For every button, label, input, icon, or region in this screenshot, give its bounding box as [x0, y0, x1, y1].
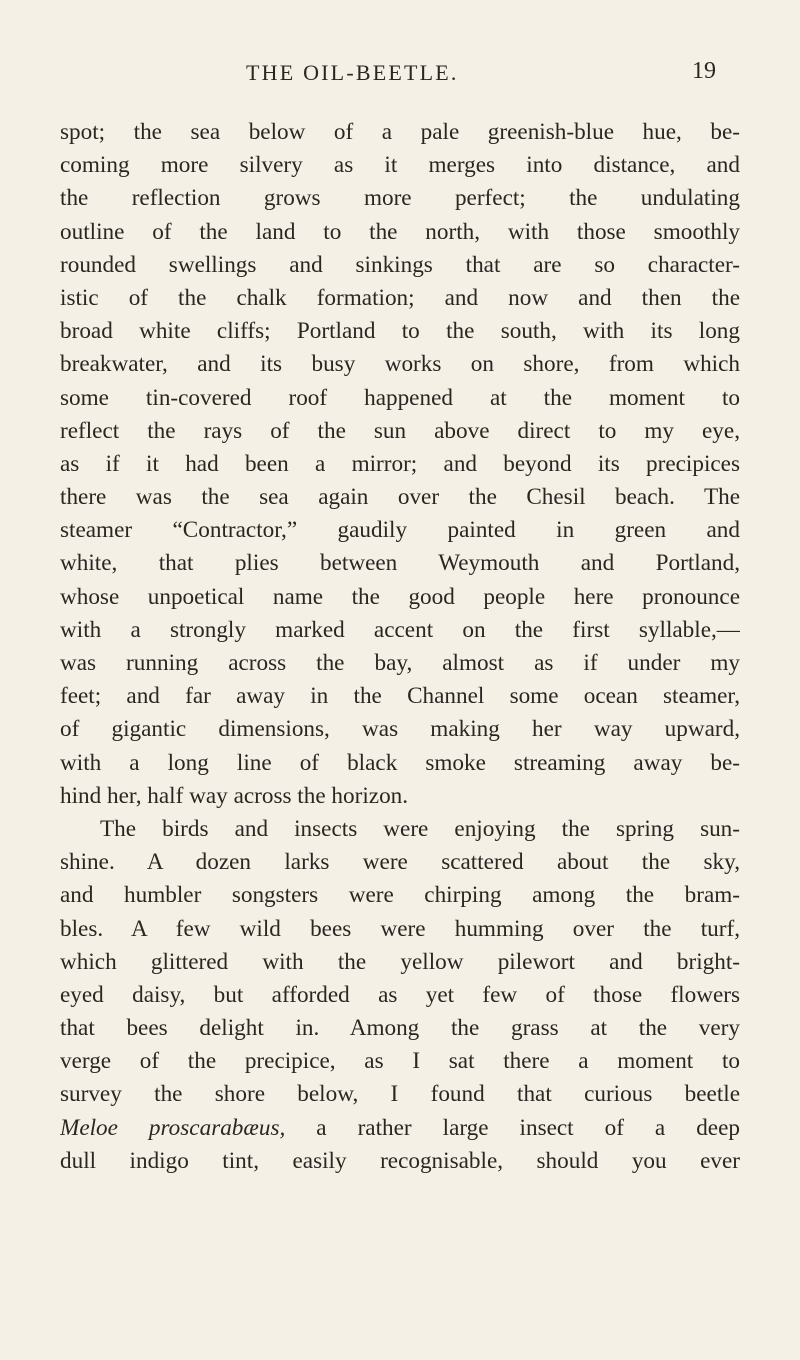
text-line: reflect the rays of the sun above direct to my eye, [60, 417, 740, 444]
text-line: with a strongly marked accent on the first syllable,— [60, 616, 740, 643]
text-line: which glittered with the yellow pilewort and bright- [60, 948, 740, 975]
text-line: white, that plies between Weymouth and Portland, [60, 550, 740, 577]
text-line: dull indigo tint, easily recognisable, should you ever [60, 1147, 740, 1174]
text-line-with-species [60, 1112, 740, 1145]
text-line: steamer “Contractor,” gaudily painted in green and [60, 517, 740, 544]
text-line: spot; the sea below of a pale greenish-blue hue, be- [60, 119, 740, 145]
text-line: as if it had been a mirror; and beyond its precipices [60, 450, 740, 477]
paragraph-start-line: The birds and insects were enjoying the spring sun- [100, 815, 740, 842]
text-line: istic of the chalk formation; and now and then the [60, 284, 740, 311]
text-line: and humbler songsters were chirping among the bram- [60, 882, 740, 909]
text-line: with a long line of black smoke streaming away be- [60, 749, 740, 776]
text-line: some tin-covered roof happened at the moment to [60, 384, 740, 411]
text-line: bles. A few wild bees were humming over the turf, [60, 915, 740, 942]
text-line: whose unpoetical name the good people here pronounce [60, 583, 740, 610]
text-line: that bees delight in. Among the grass at the very [60, 1015, 740, 1042]
text-line: feet; and far away in the Channel some ocean steamer, [60, 683, 740, 710]
text-line: eyed daisy, but afforded as yet few of those flowers [60, 981, 740, 1008]
text-line: of gigantic dimensions, was making her way upward, [60, 716, 740, 743]
text-line: rounded swellings and sinkings that are so character- [60, 251, 740, 278]
text-line: the reflection grows more perfect; the undulating [60, 185, 740, 212]
text-line-remainder: a rather large insect of a deep [316, 1114, 740, 1141]
text-line: there was the sea again over the Chesil beach. The [60, 484, 740, 511]
text-line: survey the shore below, I found that curious beetle [60, 1081, 740, 1108]
text-line: breakwater, and its busy works on shore, from which [60, 351, 740, 378]
text-line: was running across the bay, almost as if under my [60, 650, 740, 676]
running-header [0, 56, 800, 92]
text-line: outline of the land to the north, with those smoothly [60, 218, 740, 245]
running-title: THE OIL-BEETLE. [246, 60, 459, 85]
paragraph-end-line: hind her, half way across the horizon. [60, 782, 409, 809]
species-name: Meloe proscarabæus, [60, 1114, 286, 1141]
text-line: verge of the precipice, as I sat there a moment to [60, 1048, 740, 1075]
page-number: 19 [692, 58, 716, 84]
body-text [60, 116, 740, 1178]
text-line: coming more silvery as it merges into distance, and [60, 152, 740, 179]
text-line: shine. A dozen larks were scattered about the sky, [60, 849, 740, 876]
text-line: broad white cliffs; Portland to the south, with its long [60, 318, 740, 345]
